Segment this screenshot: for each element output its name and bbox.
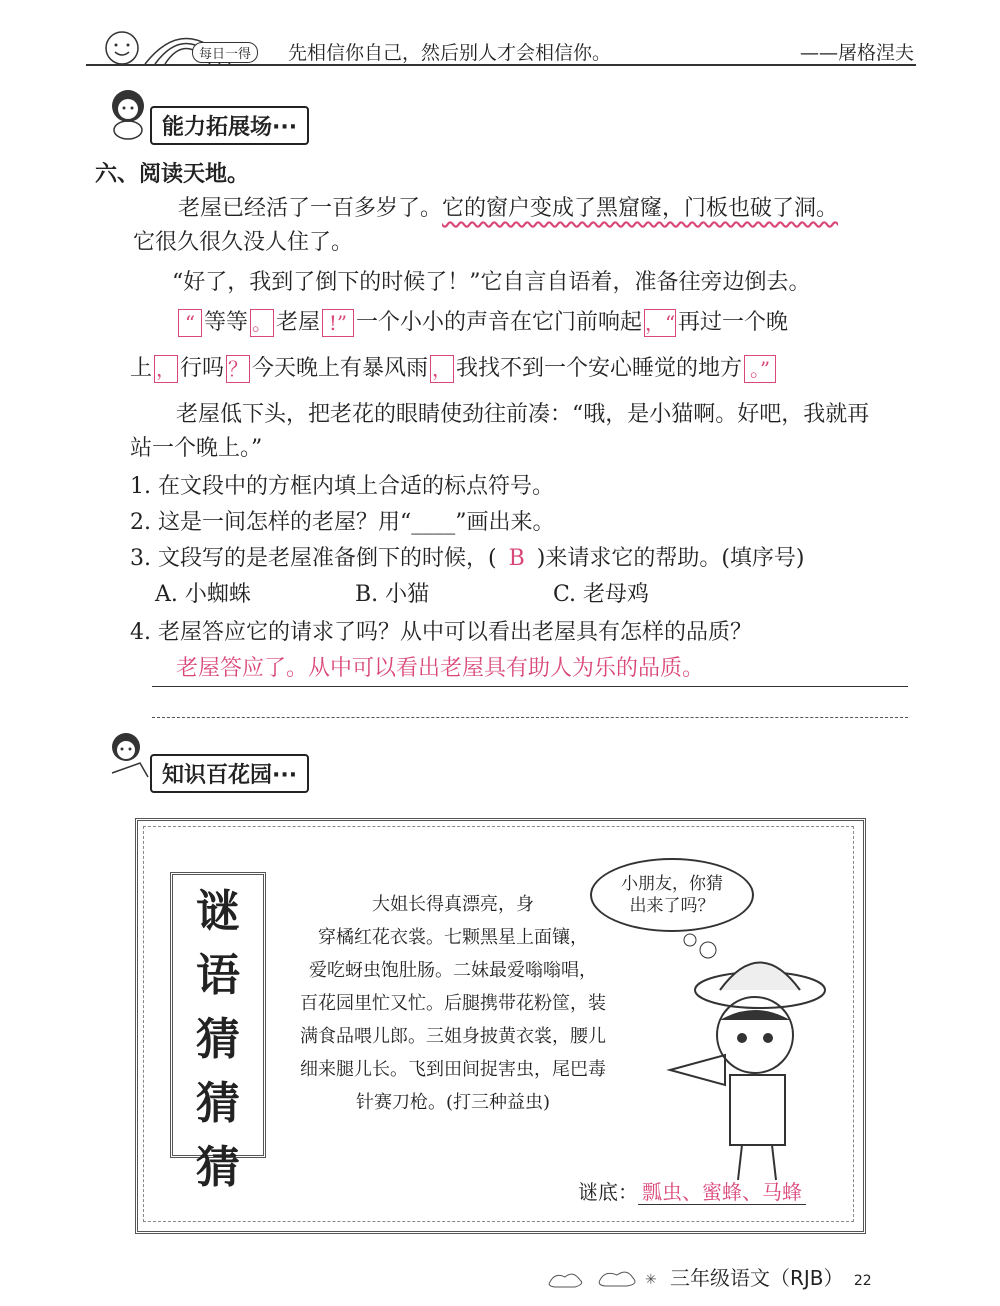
cloud-stars-icon	[545, 1262, 665, 1292]
option-c: C. 老母鸡	[553, 582, 650, 607]
svg-text:✳: ✳	[645, 1272, 657, 1288]
paragraph-1: 老屋已经活了一百多岁了。它的窗户变成了黑窟窿，门板也破了洞。	[178, 196, 839, 221]
riddle-answer: 谜底： 瓢虫、蜜蜂、马蜂	[578, 1176, 806, 1205]
question-1: 1. 在文段中的方框内填上合适的标点符号。	[130, 474, 554, 499]
option-b: B. 小猫	[355, 582, 430, 607]
riddle-title: 谜 语 猜 猜 猜	[170, 872, 266, 1158]
header-divider	[86, 64, 916, 66]
punct-box[interactable]: “	[178, 309, 202, 337]
paragraph-3-line1: “ 等等 。 老屋 !” 一个小小的声音在它门前响起 ，“ 再过一个晚	[176, 306, 788, 340]
header-tag: 每日一得	[192, 42, 258, 63]
section-title-ability: 能力拓展场···	[150, 106, 309, 145]
answer-q3[interactable]: B	[508, 546, 525, 571]
punct-box[interactable]: 。”	[744, 355, 776, 383]
punct-box[interactable]: ？	[228, 357, 249, 381]
question-3: 3. 文段写的是老屋准备倒下的时候，( B )来请求它的帮助。(填序号)	[130, 546, 805, 571]
cartoon-boy-megaphone-icon	[650, 930, 830, 1190]
answer-line	[152, 716, 908, 718]
page-number: 22	[853, 1273, 872, 1289]
header-author: ——屠格涅夫	[800, 42, 915, 64]
paragraph-1-cont: 它很久很久没人住了。	[133, 230, 354, 255]
paragraph-3-line2: 上 ， 行吗 ？ 今天晚上有暴风雨 ， 我找不到一个安心睡觉的地方 。”	[130, 352, 778, 386]
header-quote: 先相信你自己，然后别人才会相信你。	[288, 42, 612, 64]
underlined-answer: 它的窗户变成了黑窟窿，门板也破了洞。	[442, 196, 839, 221]
punct-box[interactable]: 。	[252, 311, 273, 335]
punct-box[interactable]: ，	[432, 357, 453, 381]
paragraph-4-cont: 站一个晚上。”	[130, 436, 263, 461]
paragraph-4: 老屋低下头，把老花的眼睛使劲往前凑：“哦，是小猫啊。好吧，我就再	[176, 402, 870, 427]
footer-subject: 三年级语文（RJB） 22	[670, 1266, 872, 1290]
option-a: A. 小蜘蛛	[155, 582, 251, 607]
paragraph-2: “好了，我到了倒下的时候了！”它自言自语着，准备往旁边倒去。	[172, 270, 811, 295]
section-title-knowledge: 知识百花园···	[150, 754, 309, 793]
question-4: 4. 老屋答应它的请求了吗？从中可以看出老屋具有怎样的品质？	[130, 620, 752, 645]
speech-bubble: 小朋友，你猜 出来了吗？	[590, 858, 754, 932]
sun-rainbow-icon	[90, 18, 290, 66]
question-title: 六、阅读天地。	[95, 162, 250, 187]
riddle-answer-value[interactable]: 瓢虫、蜜蜂、马蜂	[638, 1180, 806, 1205]
answer-q4[interactable]: 老屋答应了。从中可以看出老屋具有助人为乐的品质。	[152, 652, 908, 687]
punct-box[interactable]: !”	[322, 309, 354, 337]
punct-box[interactable]: ，“	[645, 311, 676, 335]
riddle-text: 大姐长得真漂亮，身 穿橘红花衣裳。七颗黑星上面镶， 爱吃蚜虫饱肚肠。二妹最爱嗡嗡唱， 百花园里忙又忙。后腿携带花粉筐，装 满食品喂儿郎。三姐身披黄衣裳，腰儿 细来腿儿长。飞到田间捉害虫，尾巴毒 针赛刀枪。(打三种益虫)	[300, 894, 606, 1113]
question-2: 2. 这是一间怎样的老屋？用“____”画出来。	[130, 510, 555, 535]
punct-box[interactable]: ，	[156, 357, 177, 381]
